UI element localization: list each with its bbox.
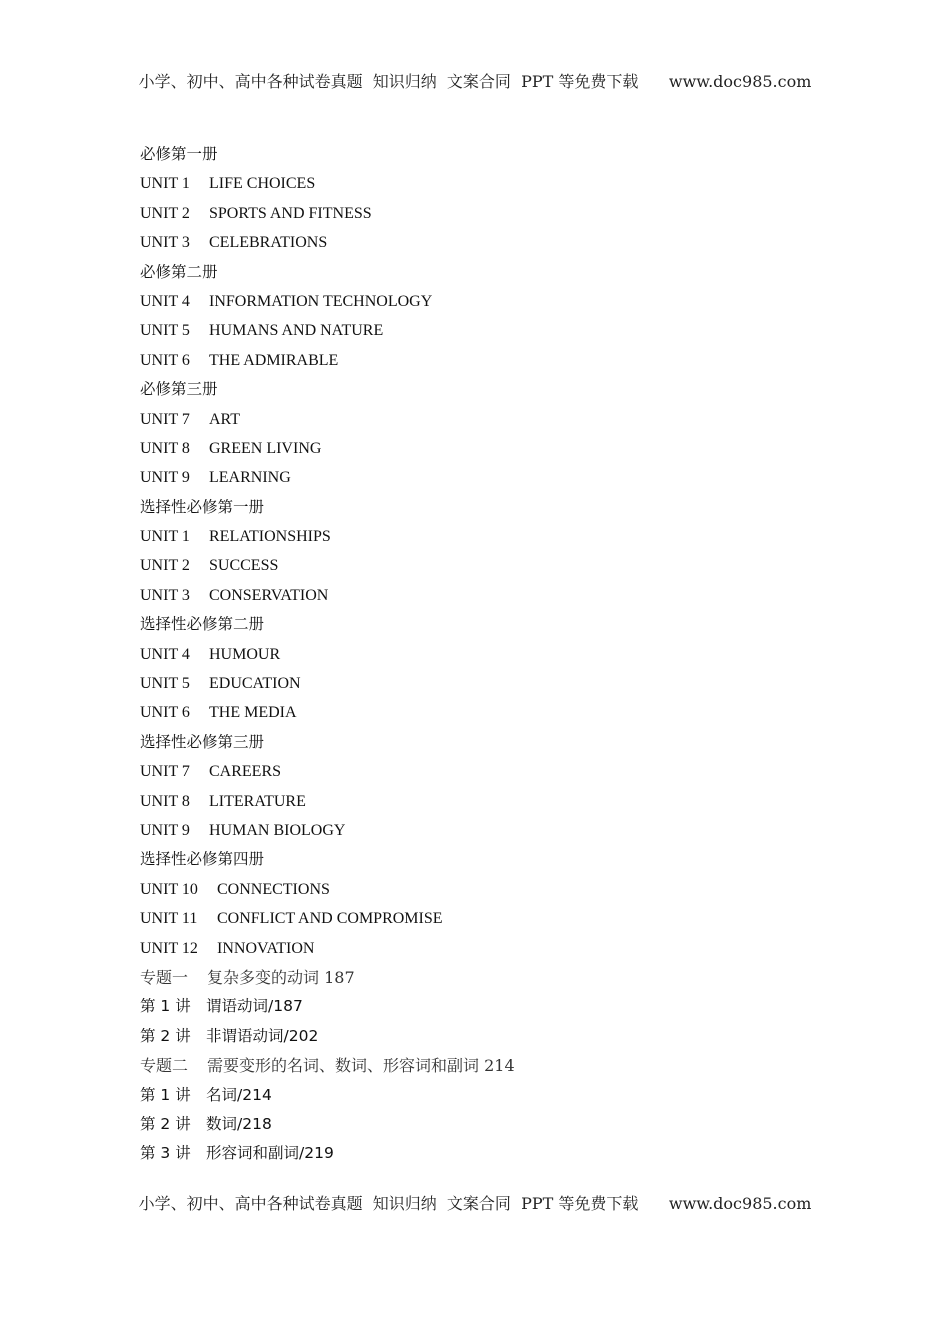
entry-code: 第 1 讲 [140,997,191,1016]
entry-title: THE MEDIA [209,704,297,722]
entry-title: HUMAN BIOLOGY [209,821,346,839]
unit-entry [140,934,840,963]
unit-entry [140,581,840,610]
entry-code: UNIT 2 [140,557,190,575]
table-of-contents [140,140,840,1169]
unit-entry [140,698,840,727]
unit-entry [140,405,840,434]
entry-title: CAREERS [209,763,282,781]
unit-entry [140,287,840,316]
entry-code: UNIT 6 [140,351,190,369]
entry-title: INNOVATION [217,939,315,957]
entry-title: LEARNING [209,469,291,487]
entry-title: CONFLICT AND COMPROMISE [217,910,443,928]
entry-code: UNIT 11 [140,910,198,928]
entry-code: UNIT 3 [140,234,190,252]
unit-entry [140,640,840,669]
unit-entry [140,346,840,375]
entry-title: RELATIONSHIPS [209,528,331,546]
entry-code: UNIT 5 [140,322,190,340]
lecture-entry [140,1022,840,1051]
entry-code: UNIT 6 [140,704,190,722]
unit-entry [140,757,840,786]
entry-code: UNIT 5 [140,675,190,693]
entry-code: UNIT 3 [140,586,190,604]
entry-title: SPORTS AND FITNESS [209,204,372,222]
topic-entry [140,963,840,992]
entry-code: 第 2 讲 [140,1114,191,1133]
entry-code: 第 2 讲 [140,1026,191,1045]
topic-entry [140,1051,840,1080]
entry-code: UNIT 9 [140,821,190,839]
entry-title: 非谓语动词/202 [206,1026,319,1045]
section-heading: 选择性必修第三册 [140,732,265,751]
entry-code: UNIT 2 [140,204,190,222]
unit-entry [140,228,840,257]
unit-entry [140,434,840,463]
section-heading: 必修第三册 [140,380,218,399]
section-heading: 选择性必修第二册 [140,615,265,634]
lecture-entry [140,1081,840,1110]
section-heading: 必修第一册 [140,145,218,163]
entry-title: 形容词和副词/219 [206,1144,334,1163]
entry-title: ART [209,410,241,428]
unit-entry [140,551,840,580]
entry-code: UNIT 8 [140,439,190,457]
lecture-entry [140,992,840,1021]
unit-entry [140,816,840,845]
section-heading: 选择性必修第一册 [140,497,265,516]
unit-entry [140,522,840,551]
unit-entry [140,904,840,933]
unit-entry [140,169,840,198]
unit-entry [140,463,840,492]
entry-title: 需要变形的名词、数词、形容词和副词 214 [207,1056,515,1076]
entry-code: UNIT 10 [140,880,198,898]
entry-title: 谓语动词/187 [206,997,303,1016]
entry-code: UNIT 8 [140,792,190,810]
entry-title: LIFE CHOICES [209,175,316,193]
entry-title: THE ADMIRABLE [209,351,339,369]
unit-entry [140,199,840,228]
entry-title: LITERATURE [209,792,306,810]
entry-code: 第 1 讲 [140,1085,191,1104]
entry-code: UNIT 7 [140,763,190,781]
entry-code: 第 3 讲 [140,1144,191,1163]
page-header: 小学、初中、高中各种试卷真题 知识归纳 文案合同 PPT 等免费下载 www.doc985.com [138,72,812,91]
entry-title: HUMOUR [209,645,281,663]
lecture-entry [140,1110,840,1139]
unit-entry [140,316,840,345]
entry-title: 复杂多变的动词 187 [207,967,355,987]
page-footer: 小学、初中、高中各种试卷真题 知识归纳 文案合同 PPT 等免费下载 www.doc985.com [138,1194,812,1213]
entry-code: UNIT 4 [140,292,190,310]
entry-code: UNIT 9 [140,469,190,487]
entry-title: EDUCATION [209,675,301,693]
entry-code: UNIT 4 [140,645,190,663]
entry-code: 专题二 [140,1056,189,1076]
entry-title: 数词/218 [206,1114,272,1133]
entry-title: INFORMATION TECHNOLOGY [209,292,433,310]
entry-title: CONSERVATION [209,586,329,604]
entry-code: UNIT 7 [140,410,190,428]
entry-code: UNIT 12 [140,939,198,957]
entry-title: CONNECTIONS [217,880,330,898]
entry-title: GREEN LIVING [209,439,322,457]
section-heading: 选择性必修第四册 [140,850,265,869]
entry-title: CELEBRATIONS [209,234,328,252]
entry-code: UNIT 1 [140,528,190,546]
entry-code: 专题一 [140,967,189,987]
lecture-entry [140,1139,840,1168]
section-heading: 必修第二册 [140,262,218,281]
unit-entry [140,787,840,816]
unit-entry [140,669,840,698]
unit-entry [140,875,840,904]
entry-code: UNIT 1 [140,175,190,193]
entry-title: SUCCESS [209,557,279,575]
entry-title: HUMANS AND NATURE [209,322,384,340]
entry-title: 名词/214 [206,1085,272,1104]
